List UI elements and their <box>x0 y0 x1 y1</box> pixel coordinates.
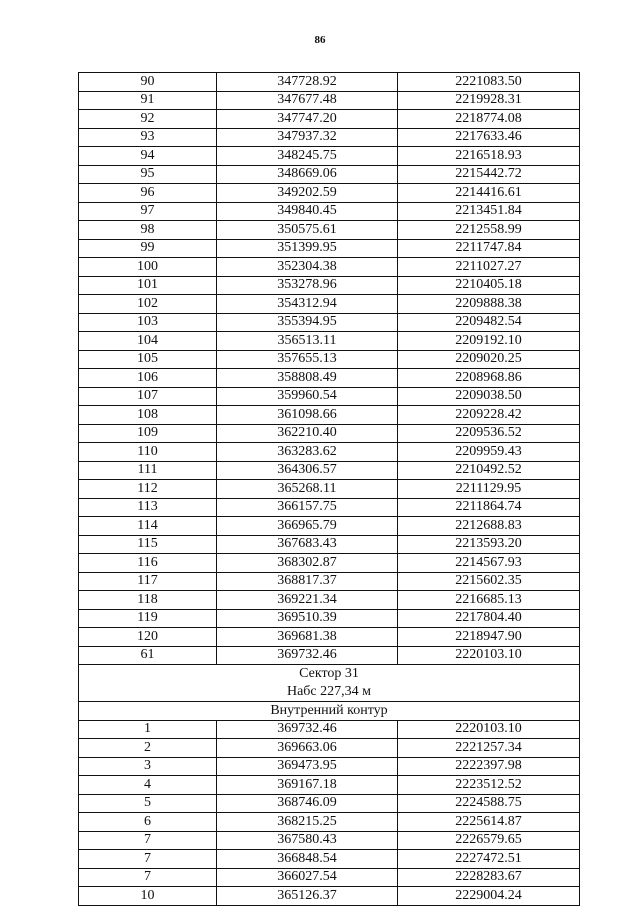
y-coordinate-cell: 2224588.75 <box>398 794 580 813</box>
point-number-cell: 94 <box>79 147 217 166</box>
point-number-cell: 61 <box>79 646 217 665</box>
point-number-cell: 10 <box>79 887 217 906</box>
y-coordinate-cell: 2209228.42 <box>398 406 580 425</box>
x-coordinate-cell: 347937.32 <box>217 128 398 147</box>
sector-header-block <box>79 665 580 721</box>
point-number-cell: 116 <box>79 554 217 573</box>
point-number-cell: 108 <box>79 406 217 425</box>
x-coordinate-cell: 369221.34 <box>217 591 398 610</box>
table-row <box>79 258 580 277</box>
y-coordinate-cell: 2209888.38 <box>398 295 580 314</box>
sector-header-cell <box>79 665 580 702</box>
y-coordinate-cell: 2208968.86 <box>398 369 580 388</box>
point-number-cell: 2 <box>79 739 217 758</box>
table-row <box>79 517 580 536</box>
table-row <box>79 165 580 184</box>
x-coordinate-cell: 356513.11 <box>217 332 398 351</box>
coordinates-table-body-bottom <box>79 720 580 905</box>
table-row <box>79 332 580 351</box>
table-row <box>79 498 580 517</box>
x-coordinate-cell: 361098.66 <box>217 406 398 425</box>
point-number-cell: 7 <box>79 831 217 850</box>
y-coordinate-cell: 2213451.84 <box>398 202 580 221</box>
x-coordinate-cell: 362210.40 <box>217 424 398 443</box>
y-coordinate-cell: 2209482.54 <box>398 313 580 332</box>
y-coordinate-cell: 2213593.20 <box>398 535 580 554</box>
page-number: 86 <box>314 34 326 46</box>
y-coordinate-cell: 2215442.72 <box>398 165 580 184</box>
point-number-cell: 100 <box>79 258 217 277</box>
point-number-cell: 105 <box>79 350 217 369</box>
sector-elevation: Набс 227,34 м <box>286 684 372 699</box>
x-coordinate-cell: 368817.37 <box>217 572 398 591</box>
y-coordinate-cell: 2209020.25 <box>398 350 580 369</box>
point-number-cell: 104 <box>79 332 217 351</box>
y-coordinate-cell: 2214567.93 <box>398 554 580 573</box>
y-coordinate-cell: 2217804.40 <box>398 609 580 628</box>
y-coordinate-cell: 2217633.46 <box>398 128 580 147</box>
table-row <box>79 202 580 221</box>
point-number-cell: 120 <box>79 628 217 647</box>
point-number-cell: 109 <box>79 424 217 443</box>
table-row <box>79 794 580 813</box>
point-number-cell: 5 <box>79 794 217 813</box>
y-coordinate-cell: 2218774.08 <box>398 110 580 129</box>
coordinates-table <box>78 72 580 906</box>
table-row <box>79 295 580 314</box>
y-coordinate-cell: 2216518.93 <box>398 147 580 166</box>
x-coordinate-cell: 366027.54 <box>217 868 398 887</box>
point-number-cell: 96 <box>79 184 217 203</box>
point-number-cell: 119 <box>79 609 217 628</box>
table-row <box>79 646 580 665</box>
y-coordinate-cell: 2209959.43 <box>398 443 580 462</box>
sector-header-row <box>79 665 580 702</box>
point-number-cell: 4 <box>79 776 217 795</box>
table-row <box>79 276 580 295</box>
point-number-cell: 112 <box>79 480 217 499</box>
point-number-cell: 1 <box>79 720 217 739</box>
table-row <box>79 110 580 129</box>
x-coordinate-cell: 365126.37 <box>217 887 398 906</box>
table-row <box>79 239 580 258</box>
x-coordinate-cell: 358808.49 <box>217 369 398 388</box>
table-row <box>79 480 580 499</box>
x-coordinate-cell: 349840.45 <box>217 202 398 221</box>
table-row <box>79 572 580 591</box>
table-row <box>79 850 580 869</box>
table-row <box>79 387 580 406</box>
y-coordinate-cell: 2215602.35 <box>398 572 580 591</box>
point-number-cell: 97 <box>79 202 217 221</box>
y-coordinate-cell: 2209536.52 <box>398 424 580 443</box>
x-coordinate-cell: 369663.06 <box>217 739 398 758</box>
x-coordinate-cell: 364306.57 <box>217 461 398 480</box>
table-row <box>79 221 580 240</box>
point-number-cell: 114 <box>79 517 217 536</box>
y-coordinate-cell: 2222397.98 <box>398 757 580 776</box>
x-coordinate-cell: 359960.54 <box>217 387 398 406</box>
table-row <box>79 831 580 850</box>
table-row <box>79 147 580 166</box>
table-row <box>79 443 580 462</box>
x-coordinate-cell: 363283.62 <box>217 443 398 462</box>
y-coordinate-cell: 2214416.61 <box>398 184 580 203</box>
y-coordinate-cell: 2218947.90 <box>398 628 580 647</box>
contour-label: Внутренний контур <box>79 702 580 721</box>
point-number-cell: 110 <box>79 443 217 462</box>
table-row <box>79 184 580 203</box>
x-coordinate-cell: 355394.95 <box>217 313 398 332</box>
x-coordinate-cell: 347747.20 <box>217 110 398 129</box>
y-coordinate-cell: 2223512.52 <box>398 776 580 795</box>
x-coordinate-cell: 350575.61 <box>217 221 398 240</box>
y-coordinate-cell: 2226579.65 <box>398 831 580 850</box>
x-coordinate-cell: 366848.54 <box>217 850 398 869</box>
y-coordinate-cell: 2210492.52 <box>398 461 580 480</box>
table-row <box>79 350 580 369</box>
x-coordinate-cell: 369732.46 <box>217 720 398 739</box>
y-coordinate-cell: 2211027.27 <box>398 258 580 277</box>
point-number-cell: 117 <box>79 572 217 591</box>
y-coordinate-cell: 2219928.31 <box>398 91 580 110</box>
x-coordinate-cell: 369473.95 <box>217 757 398 776</box>
y-coordinate-cell: 2225614.87 <box>398 813 580 832</box>
x-coordinate-cell: 348245.75 <box>217 147 398 166</box>
point-number-cell: 3 <box>79 757 217 776</box>
y-coordinate-cell: 2211129.95 <box>398 480 580 499</box>
x-coordinate-cell: 368215.25 <box>217 813 398 832</box>
x-coordinate-cell: 367683.43 <box>217 535 398 554</box>
x-coordinate-cell: 347728.92 <box>217 73 398 92</box>
table-row <box>79 461 580 480</box>
sector-title: Сектор 31 <box>299 666 359 681</box>
point-number-cell: 91 <box>79 91 217 110</box>
point-number-cell: 92 <box>79 110 217 129</box>
y-coordinate-cell: 2211864.74 <box>398 498 580 517</box>
x-coordinate-cell: 369681.38 <box>217 628 398 647</box>
x-coordinate-cell: 348669.06 <box>217 165 398 184</box>
y-coordinate-cell: 2221257.34 <box>398 739 580 758</box>
table-row <box>79 535 580 554</box>
point-number-cell: 107 <box>79 387 217 406</box>
point-number-cell: 98 <box>79 221 217 240</box>
x-coordinate-cell: 349202.59 <box>217 184 398 203</box>
table-row <box>79 406 580 425</box>
point-number-cell: 93 <box>79 128 217 147</box>
point-number-cell: 99 <box>79 239 217 258</box>
x-coordinate-cell: 352304.38 <box>217 258 398 277</box>
coordinates-table-body-top <box>79 73 580 665</box>
x-coordinate-cell: 369510.39 <box>217 609 398 628</box>
y-coordinate-cell: 2221083.50 <box>398 73 580 92</box>
x-coordinate-cell: 367580.43 <box>217 831 398 850</box>
table-row <box>79 591 580 610</box>
table-row <box>79 91 580 110</box>
x-coordinate-cell: 353278.96 <box>217 276 398 295</box>
table-row <box>79 757 580 776</box>
x-coordinate-cell: 368302.87 <box>217 554 398 573</box>
point-number-cell: 101 <box>79 276 217 295</box>
point-number-cell: 7 <box>79 868 217 887</box>
x-coordinate-cell: 357655.13 <box>217 350 398 369</box>
point-number-cell: 118 <box>79 591 217 610</box>
x-coordinate-cell: 351399.95 <box>217 239 398 258</box>
x-coordinate-cell: 366157.75 <box>217 498 398 517</box>
contour-label-row <box>79 702 580 721</box>
y-coordinate-cell: 2220103.10 <box>398 720 580 739</box>
table-row <box>79 868 580 887</box>
table-row <box>79 813 580 832</box>
point-number-cell: 103 <box>79 313 217 332</box>
point-number-cell: 111 <box>79 461 217 480</box>
y-coordinate-cell: 2210405.18 <box>398 276 580 295</box>
table-row <box>79 720 580 739</box>
x-coordinate-cell: 368746.09 <box>217 794 398 813</box>
x-coordinate-cell: 369732.46 <box>217 646 398 665</box>
y-coordinate-cell: 2209192.10 <box>398 332 580 351</box>
y-coordinate-cell: 2227472.51 <box>398 850 580 869</box>
table-row <box>79 313 580 332</box>
table-row <box>79 554 580 573</box>
point-number-cell: 102 <box>79 295 217 314</box>
point-number-cell: 7 <box>79 850 217 869</box>
table-row <box>79 73 580 92</box>
table-row <box>79 628 580 647</box>
y-coordinate-cell: 2220103.10 <box>398 646 580 665</box>
y-coordinate-cell: 2229004.24 <box>398 887 580 906</box>
point-number-cell: 6 <box>79 813 217 832</box>
x-coordinate-cell: 365268.11 <box>217 480 398 499</box>
point-number-cell: 106 <box>79 369 217 388</box>
point-number-cell: 95 <box>79 165 217 184</box>
y-coordinate-cell: 2228283.67 <box>398 868 580 887</box>
point-number-cell: 113 <box>79 498 217 517</box>
x-coordinate-cell: 347677.48 <box>217 91 398 110</box>
y-coordinate-cell: 2212688.83 <box>398 517 580 536</box>
y-coordinate-cell: 2212558.99 <box>398 221 580 240</box>
table-row <box>79 128 580 147</box>
table-row <box>79 369 580 388</box>
y-coordinate-cell: 2216685.13 <box>398 591 580 610</box>
x-coordinate-cell: 354312.94 <box>217 295 398 314</box>
point-number-cell: 90 <box>79 73 217 92</box>
y-coordinate-cell: 2211747.84 <box>398 239 580 258</box>
y-coordinate-cell: 2209038.50 <box>398 387 580 406</box>
x-coordinate-cell: 366965.79 <box>217 517 398 536</box>
table-row <box>79 424 580 443</box>
table-row <box>79 776 580 795</box>
table-row <box>79 609 580 628</box>
x-coordinate-cell: 369167.18 <box>217 776 398 795</box>
point-number-cell: 115 <box>79 535 217 554</box>
table-row <box>79 887 580 906</box>
table-row <box>79 739 580 758</box>
